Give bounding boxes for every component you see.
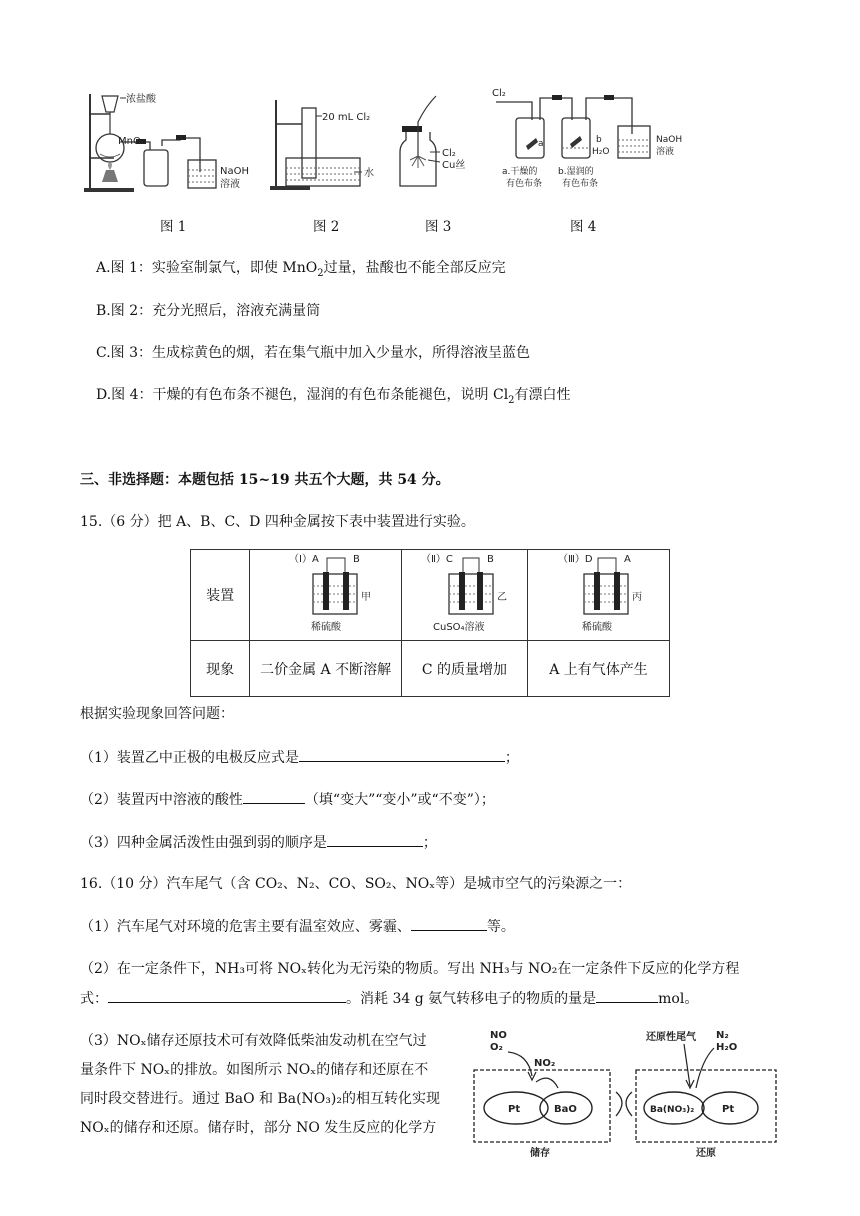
- label-cu-wire: Cu丝: [442, 160, 466, 171]
- svg-text:稀硫酸: 稀硫酸: [310, 622, 341, 633]
- q16-part-3-line-3: 同时段交替进行。通过 BaO 和 Ba(NO₃)₂的相互转化实现: [80, 1091, 440, 1107]
- answer-blank[interactable]: [411, 916, 487, 931]
- svg-text:（Ⅰ）A: （Ⅰ）A: [288, 554, 319, 565]
- label-storage: 储存: [530, 1148, 550, 1159]
- label-solution: 溶液: [656, 147, 675, 157]
- svg-text:（Ⅲ）D: （Ⅲ）D: [558, 554, 594, 565]
- phenomenon-1: 二价金属 A 不断溶解: [250, 641, 402, 697]
- phenomenon-2: C 的质量增加: [401, 641, 527, 697]
- q16-part-1: （1）汽车尾气对环境的危害主要有温室效应、雾霾、 等。: [80, 916, 515, 937]
- label-pt: Pt: [722, 1104, 735, 1115]
- q16-part-2-line-1: （2）在一定条件下，NH₃可将 NOₓ转化为无污染的物质。写出 NH₃与 NO₂在一定条件下反应的化学方程: [80, 961, 740, 977]
- caption-figure-3: 图 3: [425, 219, 452, 235]
- label-dry-cloth: 有色布条: [506, 179, 543, 189]
- label-o2: O₂: [490, 1042, 503, 1053]
- svg-text:乙: 乙: [497, 592, 508, 603]
- table-header-device: 装置: [191, 550, 250, 641]
- label-a: a: [538, 139, 544, 149]
- label-h2o: H₂O: [592, 147, 610, 157]
- device-cell-3: [527, 550, 669, 641]
- label-n2: N₂: [716, 1030, 729, 1041]
- label-cl2: Cl₂: [442, 148, 456, 159]
- svg-text:（Ⅱ）C: （Ⅱ）C: [421, 554, 454, 565]
- section-title: 三、非选择题：本题包括 15~19 共五个大题，共 54 分。: [80, 472, 450, 488]
- option-b: B.图 2：充分光照后，溶液充满量筒: [96, 303, 321, 319]
- nox-storage-reduction-diagram: [470, 1026, 780, 1160]
- label-wet-cloth: 有色布条: [562, 179, 599, 189]
- option-d: D.图 4：干燥的有色布条不褪色，湿润的有色布条能褪色，说明 $Cl_2$有漂白性: [96, 387, 571, 406]
- label-naoh: NaOH: [220, 166, 249, 177]
- q16-part-3-line-1: （3）NOₓ储存还原技术可有效降低柴油发动机在空气过: [80, 1033, 427, 1049]
- label-pt: Pt: [508, 1104, 521, 1115]
- answer-blank[interactable]: [327, 832, 423, 847]
- label-mno2: MnO₂: [118, 136, 145, 147]
- answer-blank[interactable]: [108, 988, 346, 1003]
- svg-text:CuSO₄溶液: CuSO₄溶液: [433, 622, 485, 633]
- label-cl2-in: Cl₂: [492, 88, 506, 99]
- label-reduction: 还原: [696, 1148, 716, 1159]
- svg-text:丙: 丙: [632, 592, 643, 603]
- figure-1: [80, 86, 260, 198]
- q15-lead: 根据实验现象回答问题：: [80, 706, 234, 722]
- label-ba-nitrate: Ba(NO₃)₂: [650, 1105, 695, 1115]
- figure-2: [268, 86, 392, 198]
- q16-part-3-line-4: NOₓ的储存和还原。储存时，部分 NO 发生反应的化学方: [80, 1120, 437, 1136]
- q15-part-1: （1）装置乙中正极的电极反应式是 ；: [80, 747, 519, 768]
- label-h2o: H₂O: [716, 1042, 738, 1053]
- answer-blank[interactable]: [243, 789, 305, 804]
- caption-figure-1: 图 1: [160, 219, 187, 235]
- option-c: C.图 3：生成棕黄色的烟，若在集气瓶中加入少量水，所得溶液呈蓝色: [96, 345, 531, 361]
- svg-text:B: B: [352, 554, 360, 565]
- phenomenon-3: A 上有气体产生: [527, 641, 669, 697]
- figure-3: [396, 86, 486, 198]
- label-acid: 浓盐酸: [126, 94, 156, 105]
- answer-blank[interactable]: [596, 988, 658, 1003]
- svg-text:甲: 甲: [360, 592, 371, 603]
- label-b: b: [596, 135, 602, 145]
- label-naoh: NaOH: [656, 135, 683, 145]
- q16-stem: 16.（10 分）汽车尾气（含 CO₂、N₂、CO、SO₂、NOₓ等）是城市空气的污染源之一：: [80, 876, 632, 892]
- q15-stem: 15.（6 分）把 A、B、C、D 四种金属按下表中装置进行实验。: [80, 514, 475, 530]
- label-wet: b.湿润的: [558, 167, 594, 177]
- label-water: 水: [364, 168, 374, 179]
- label-bao: BaO: [554, 1104, 577, 1115]
- q16-part-2-line-2: 式： 。消耗 34 g 氨气转移电子的物质的量是 mol。: [80, 988, 698, 1009]
- q15-part-3: （3）四种金属活泼性由强到弱的顺序是 ；: [80, 832, 437, 853]
- figure-4: [492, 84, 702, 200]
- experiment-table: [190, 549, 670, 697]
- q16-part-3-line-2: 量条件下 NOₓ的排放。如图所示 NOₓ的储存和还原在不: [80, 1062, 429, 1078]
- svg-text:A: A: [624, 554, 632, 565]
- label-dry: a.干燥的: [502, 167, 538, 177]
- label-solution: 溶液: [220, 179, 240, 190]
- device-cell-2: [401, 550, 527, 641]
- caption-figure-4: 图 4: [570, 219, 597, 235]
- device-cell-1: [250, 550, 402, 641]
- answer-blank[interactable]: [299, 747, 505, 762]
- label-no: NO: [490, 1030, 507, 1041]
- option-a: A.图 1：实验室制氯气，即使 MnO$_2$过量，盐酸也不能全部反应完: [96, 260, 506, 279]
- q15-part-2: （2）装置丙中溶液的酸性 （填“变大”“变小”或“不变”）；: [80, 789, 495, 810]
- label-reducing-gas: 还原性尾气: [646, 1032, 696, 1043]
- svg-text:稀硫酸: 稀硫酸: [582, 622, 613, 633]
- label-no2: NO₂: [534, 1058, 556, 1069]
- label-cl2-volume: 20 mL Cl₂: [322, 112, 371, 123]
- caption-figure-2: 图 2: [313, 219, 340, 235]
- table-header-phenomenon: 现象: [191, 641, 250, 697]
- svg-text:B: B: [487, 554, 495, 565]
